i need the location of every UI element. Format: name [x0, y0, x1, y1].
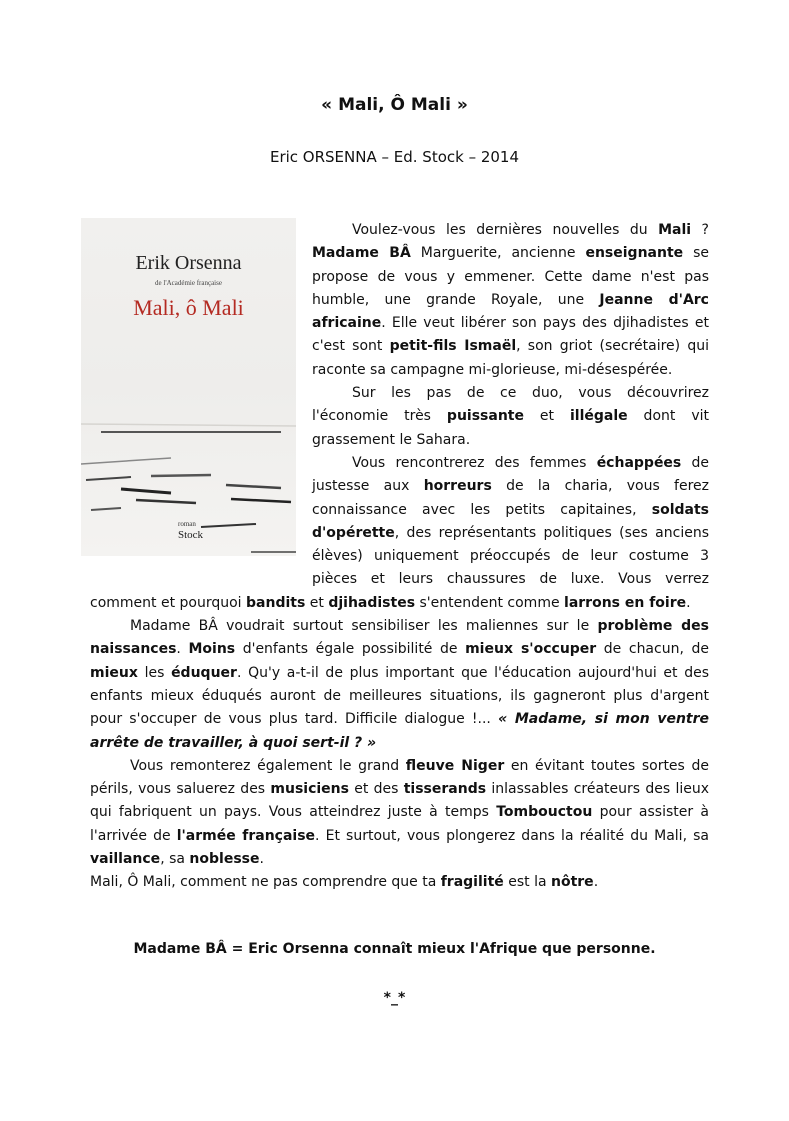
paragraph-5: Vous remonterez également le grand fleuve Niger en évitant toutes sortes de périls, vous saluerez des musiciens et des tisserands inlassables créateurs des lieux qui fabriquent un pays. Vous atteindrez juste à temps Tombouctou pour assister à l'arrivée de l'armée française. Et surtout, vous plongerez dans la réalité du Mali, sa vaillance, sa noblesse. [90, 757, 709, 868]
cover-author: Erik Orsenna [135, 252, 242, 274]
conclusion-line: Madame BÂ = Eric Orsenna connaît mieux l'Afrique que personne. [133, 941, 656, 957]
cover-genre: roman [178, 520, 196, 528]
paragraph-4: Madame BÂ voudrait surtout sensibiliser les maliennes sur le problème des naissances. Moins d'enfants égale possibilité de mieux s'occuper de chacun, de mieux les éduquer. Qu'y a-t-il de plus important que l'éducation aujourd'hui et des enfants mieux éduqués auront de meilleures situations, ils gagneront plus d'argent pour s'occuper de vous plus tard. Difficile dialogue !... « Madame, si mon ventre arrête de travailler, à quoi sert-il ? » [90, 618, 710, 751]
page-title: « Mali, Ô Mali » [321, 95, 468, 115]
page-subtitle: Eric ORSENNA – Ed. Stock – 2014 [269, 148, 520, 166]
paragraph-6: Mali, Ô Mali, comment ne pas comprendre que ta fragilité est la nôtre. [90, 874, 599, 891]
paragraph-3: Vous rencontrerez des femmes échappées de justesse aux horreurs de la charia, vous ferez connaissance avec les petits capitaines, soldats d'opérette, des représentants politiques (ses anciens élèves) uniquement préoccupés de leur costume 3 pièces et leurs chaussures de luxe. Vous verrez comment et pourquoi bandits et djihadistes s'entendent comme larrons en foire. [90, 454, 710, 611]
cover-title: Mali, ô Mali [133, 295, 244, 320]
review-body [90, 219, 709, 895]
cover-academy: de l'Académie française [155, 279, 222, 287]
paragraph-2: Sur les pas de ce duo, vous découvrirez l'économie très puissante et illégale dont vit grassement le Sahara. [312, 385, 709, 448]
cover-publisher: Stock [178, 529, 204, 541]
paragraph-1: Voulez-vous les dernières nouvelles du Mali ? Madame BÂ Marguerite, ancienne enseignante se propose de vous y emmener. Cette dame n'est pas humble, une grande Royale, une Jeanne d'Arc africaine. Elle veut libérer son pays des djihadistes et c'est sont petit-fils Ismaël, son griot (secrétaire) qui raconte sa campagne mi-glorieuse, mi-désespérée. [312, 222, 710, 378]
end-mark: *_* [383, 990, 406, 1006]
quote: « Madame, si mon ventre arrête de travailler, à quoi sert-il ? » [90, 711, 710, 751]
